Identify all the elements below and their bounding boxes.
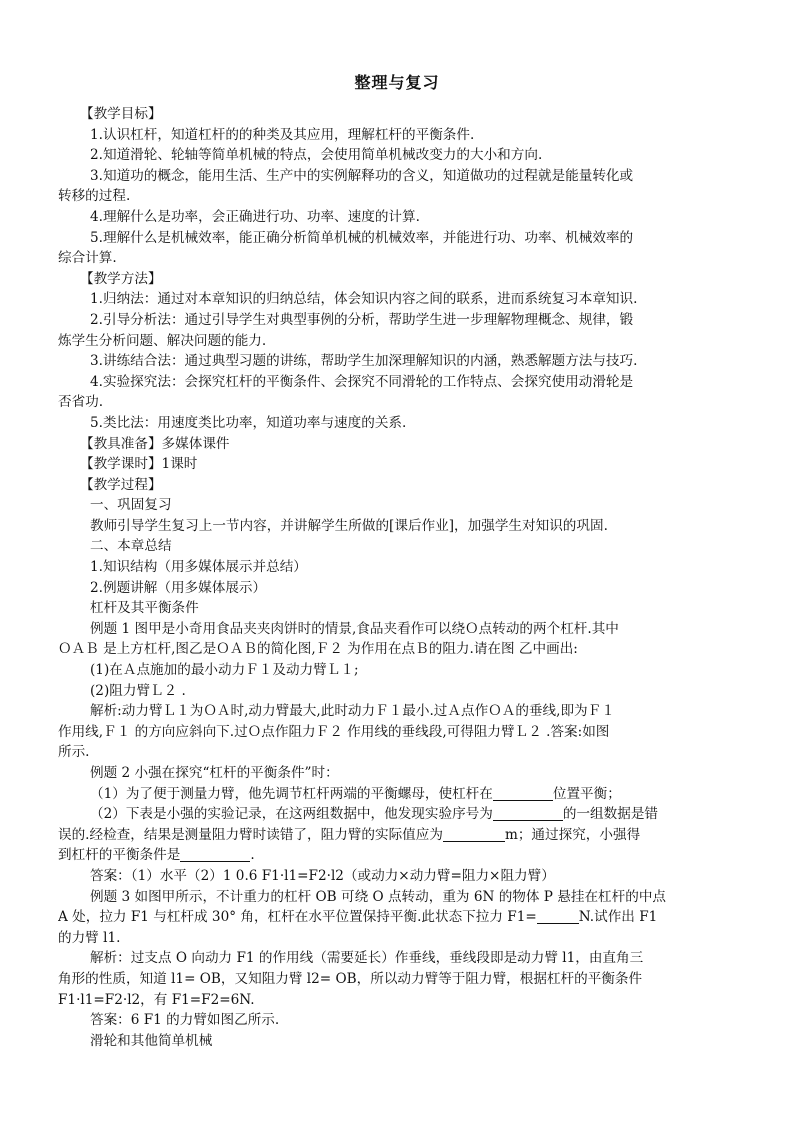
text-line: 滑轮和其他简单机械 [90, 1032, 213, 1049]
text-line: (2)阻力臂Ｌ２ . [90, 682, 186, 699]
text-line: 到杠杆的平衡条件是 . [58, 847, 255, 864]
text-line: 5.类比法：用速度类比功率，知道功率与速度的关系. [90, 414, 407, 431]
answer-blank [180, 846, 250, 862]
text-line: 【教学课时】1课时 [80, 456, 198, 473]
answer-blank [537, 908, 579, 924]
text-line: 5.理解什么是机械效率，能正确分析简单机械的机械效率，并能进行功、功率、机械效率的 [90, 229, 634, 246]
answer-blank [443, 826, 505, 842]
text-line: 例题 1 图甲是小奇用食品夹夹肉饼时的情景,食品夹看作可以绕Ｏ点转动的两个杠杆.其中 [90, 620, 619, 637]
text-line: 综合计算. [58, 250, 117, 267]
text-line: 4.实验探究法：会探究杠杆的平衡条件、会探究不同滑轮的工作特点、会探究使用动滑轮是 [90, 373, 634, 390]
text-line: 的力臂 l1. [58, 929, 121, 946]
text-line: 解析:动力臂Ｌ１为ＯＡ时,动力臂最大,此时动力Ｆ１最小.过Ａ点作ＯＡ的垂线,即为Ｆ１ [90, 703, 615, 720]
text-line: 一、巩固复习 [90, 497, 172, 514]
text-line: 3.讲练结合法：通过典型习题的讲练，帮助学生加深理解知识的内涵，熟悉解题方法与技巧. [90, 353, 638, 370]
text-line: 1.知识结构（用多媒体展示并总结） [90, 559, 307, 576]
text-line: 炼学生分析问题、解决问题的能力. [58, 332, 267, 349]
text-line: 例题 2 小强在探究“杠杆的平衡条件”时： [90, 765, 339, 781]
answer-blank [493, 805, 563, 821]
text-line: A 处，拉力 F1 与杠杆成 30° 角，杠杆在水平位置保持平衡.此状态下拉力 F1= N.试作出 F1 [58, 909, 658, 926]
answer-blank [493, 785, 553, 801]
text-line: 二、本章总结 [90, 538, 172, 555]
text-line: 1.归纳法：通过对本章知识的归纳总结，体会知识内容之间的联系，进而系统复习本章知识. [90, 291, 638, 308]
text-line: 【教学目标】 [80, 106, 162, 122]
text-line: （1）为了便于测量力臂，他先调节杠杆两端的平衡螺母，使杠杆在 位置平衡； [90, 785, 621, 802]
text-line: 解析：过支点 O 向动力 F1 的作用线（需要延长）作垂线，垂线段即是动力臂 l1，由直角三 [90, 950, 644, 967]
text-line: 【教学过程】 [80, 476, 162, 493]
text-line: 作用线,Ｆ１ 的方向应斜向下.过Ｏ点作阻力Ｆ２ 作用线的垂线段,可得阻力臂Ｌ２ .答案:如图 [58, 723, 610, 740]
text-line: 3.知道功的概念，能用生活、生产中的实例解释功的含义，知道做功的过程就是能量转化或 [90, 167, 634, 184]
text-line: 答案：6 F1 的力臂如图乙所示. [90, 1012, 280, 1029]
text-line: 1.认识杠杆，知道杠杆的的种类及其应用，理解杠杆的平衡条件. [90, 126, 475, 143]
text-line: 角形的性质，知道 l1= OB，又知阻力臂 l2= OB，所以动力臂等于阻力臂，根据杠杆的平衡条件 [58, 970, 643, 987]
text-line: 2.引导分析法：通过引导学生对典型事例的分析，帮助学生进一步理解物理概念、规律，锻 [90, 311, 634, 328]
text-line: ＯＡＢ 是上方杠杆,图乙是ＯＡＢ的简化图,Ｆ２ 为作用在点Ｂ的阻力.请在图 乙中画出: [58, 641, 578, 658]
text-line: 教师引导学生复习上一节内容，并讲解学生所做的[课后作业]，加强学生对知识的巩固. [90, 517, 608, 534]
text-line: 例题 3 如图甲所示，不计重力的杠杆 OB 可绕 O 点转动，重为 6N 的物体 P 悬挂在杠杆的中点 [90, 888, 667, 905]
text-line: 2.例题讲解（用多媒体展示） [90, 579, 267, 596]
text-line: 2.知道滑轮、轮轴等简单机械的特点，会使用简单机械改变力的大小和方向. [90, 147, 543, 164]
text-line: 误的.经检查，结果是测量阻力臂时读错了，阻力臂的实际值应为 m；通过探究，小强得 [58, 826, 641, 843]
text-line: 转移的过程. [58, 188, 131, 205]
page-title: 整理与复习 [354, 73, 440, 92]
text-line: F1·l1=F2·l2，有 F1=F2=6N. [58, 991, 255, 1008]
text-line: 否省功. [58, 394, 104, 411]
text-line: (1)在Ａ点施加的最小动力Ｆ１及动力臂Ｌ１; [90, 662, 359, 679]
text-line: （2）下表是小强的实验记录，在这两组数据中，他发现实验序号为 的一组数据是错 [90, 806, 659, 823]
document-body [58, 104, 742, 1051]
text-line: 【教具准备】多媒体课件 [80, 435, 230, 452]
text-line: 杠杆及其平衡条件 [90, 600, 199, 617]
text-line: 所示. [58, 744, 90, 761]
text-line: 【教学方法】 [80, 270, 162, 287]
text-line: 4.理解什么是功率，会正确进行功、功率、速度的计算. [90, 208, 420, 225]
text-line: 答案：（1）水平（2）1 0.6 F1·l1=F2·l2（或动力×动力臂=阻力×阻力臂） [90, 867, 555, 884]
